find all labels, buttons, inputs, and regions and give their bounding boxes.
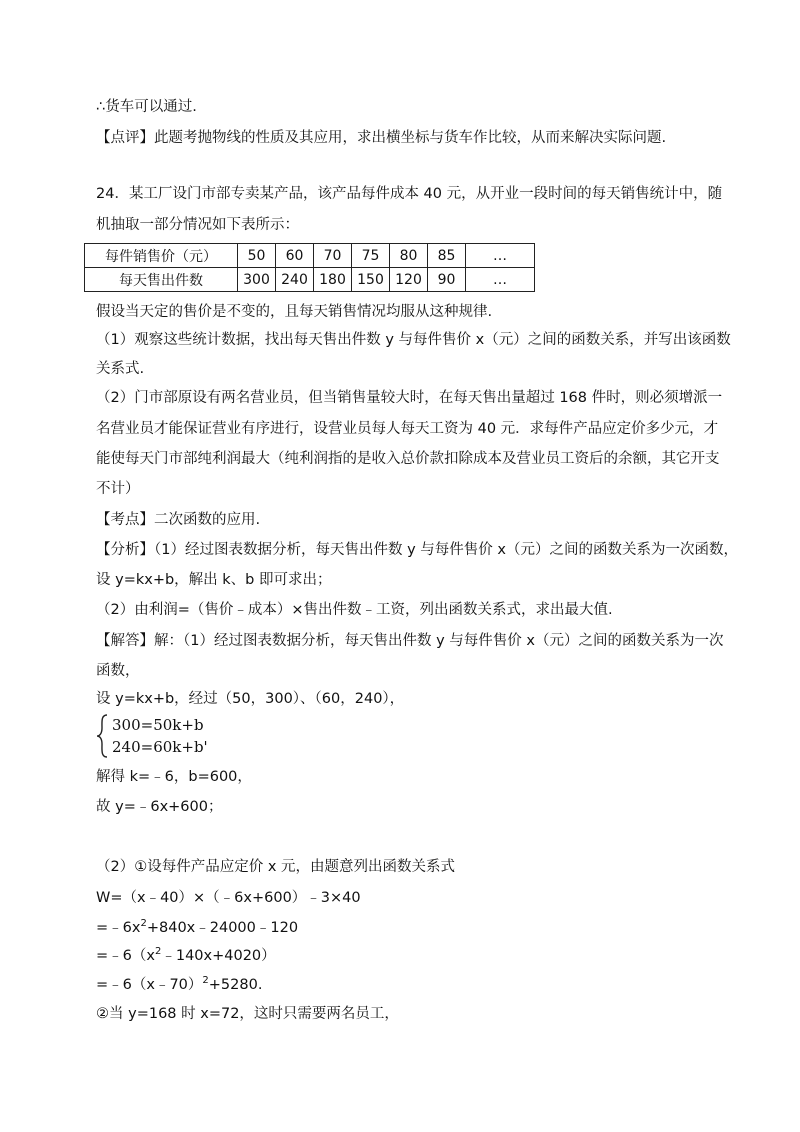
question-1-line1: （1）观察这些统计数据，找出每天售出件数 y 与每件售价 x（元）之间的函数关系，并写出该函数 xyxy=(96,332,731,348)
exponent: 2 xyxy=(140,918,147,929)
question-1-line2: 关系式. xyxy=(96,361,145,377)
table-cell: 90 xyxy=(428,268,466,292)
solution-k-b: 解得 k=﹣6，b=600， xyxy=(96,769,252,785)
table-cell: 80 xyxy=(390,244,428,268)
table-cell: 150 xyxy=(352,268,390,292)
question-2-line1: （2）门市部原设有两名营业员，但当销售量较大时，在每天售出量超过 168 件时，则必须增派一 xyxy=(96,390,723,406)
table-cell: 50 xyxy=(238,244,276,268)
table-cell-ellipsis: … xyxy=(466,244,535,268)
line-comment: 【点评】此题考抛物线的性质及其应用，求出横坐标与货车作比较，从而来解决实际问题. xyxy=(96,130,667,146)
table-cell: 70 xyxy=(314,244,352,268)
expr-part: +840x﹣24000﹣120 xyxy=(146,920,299,936)
table-cell: 240 xyxy=(276,268,314,292)
analysis-line1: 【分析】（1）经过图表数据分析，每天售出件数 y 与每件售价 x（元）之间的函数关系为一次函数， xyxy=(96,542,738,558)
analysis-line2: 设 y=kx+b，解出 k、b 即可求出； xyxy=(96,572,332,588)
system-eq2: 240=60k+b' xyxy=(112,738,208,756)
expr-part: =﹣6（x xyxy=(96,948,155,964)
question-2-line3: 能使每天门市部纯利润最大（纯利润指的是收入总价款扣除成本及营业员工资后的余额，其它开支 xyxy=(96,451,720,467)
solution-function: 故 y=﹣6x+600； xyxy=(96,799,223,815)
analysis-line3: （2）由利润=（售价﹣成本）×售出件数﹣工资，列出函数关系式，求出最大值. xyxy=(96,602,613,618)
table-cell: 180 xyxy=(314,268,352,292)
line-conclusion: ∴货车可以通过. xyxy=(96,99,197,115)
exponent: 2 xyxy=(202,975,209,986)
expr-part: =﹣6（x﹣70） xyxy=(96,977,203,993)
table-row-sales xyxy=(85,268,535,292)
exponent: 2 xyxy=(154,946,162,957)
part2-line2: W=（x﹣40）×（﹣6x+600）﹣3×40 xyxy=(96,890,361,906)
table-cell: 120 xyxy=(390,268,428,292)
question-2-line2: 名营业员才能保证营业有序进行，设营业员每人每天工资为 40 元．求每件产品应定价多少元，才 xyxy=(96,421,719,437)
table-header-sales: 每天售出件数 xyxy=(85,268,238,292)
system-brace xyxy=(96,714,110,758)
problem-24-line2: 机抽取一部分情况如下表所示： xyxy=(96,217,299,233)
solution-line1: 【解答】解：（1）经过图表数据分析，每天售出件数 y 与每件售价 x（元）之间的函数关系为一次 xyxy=(96,633,724,649)
problem-24-line1: 24．某工厂设门市部专卖某产品，该产品每件成本 40 元，从开业一段时间的每天销售统计中，随 xyxy=(96,186,723,202)
part2-line1: （2）①设每件产品应定价 x 元，由题意列出函数关系式 xyxy=(96,859,456,875)
table-header-price: 每件销售价（元） xyxy=(85,244,238,268)
solution-line3: 设 y=kx+b，经过（50，300）、（60，240）， xyxy=(96,691,405,707)
part2-line5 xyxy=(96,975,262,995)
system-eq1: 300=50k+b xyxy=(112,716,204,734)
table-cell: 75 xyxy=(352,244,390,268)
part2-line6: ②当 y=168 时 x=72，这时只需要两名员工， xyxy=(96,1006,399,1022)
question-2-line4: 不计） xyxy=(96,481,140,497)
part2-line3 xyxy=(96,918,298,938)
assumption-text: 假设当天定的售价是不变的，且每天销售情况均服从这种规律. xyxy=(96,304,493,320)
table-cell-ellipsis: … xyxy=(466,268,535,292)
key-point: 【考点】二次函数的应用. xyxy=(96,512,261,528)
sales-table xyxy=(84,243,535,292)
part2-line4 xyxy=(96,946,276,966)
solution-line2: 函数， xyxy=(96,663,140,679)
table-row-price xyxy=(85,244,535,268)
expr-part: ﹣140x+4020） xyxy=(161,948,276,964)
table-cell: 300 xyxy=(238,268,276,292)
expr-part: =﹣6x xyxy=(96,920,141,936)
table-cell: 60 xyxy=(276,244,314,268)
table-cell: 85 xyxy=(428,244,466,268)
expr-part: +5280. xyxy=(208,977,263,993)
